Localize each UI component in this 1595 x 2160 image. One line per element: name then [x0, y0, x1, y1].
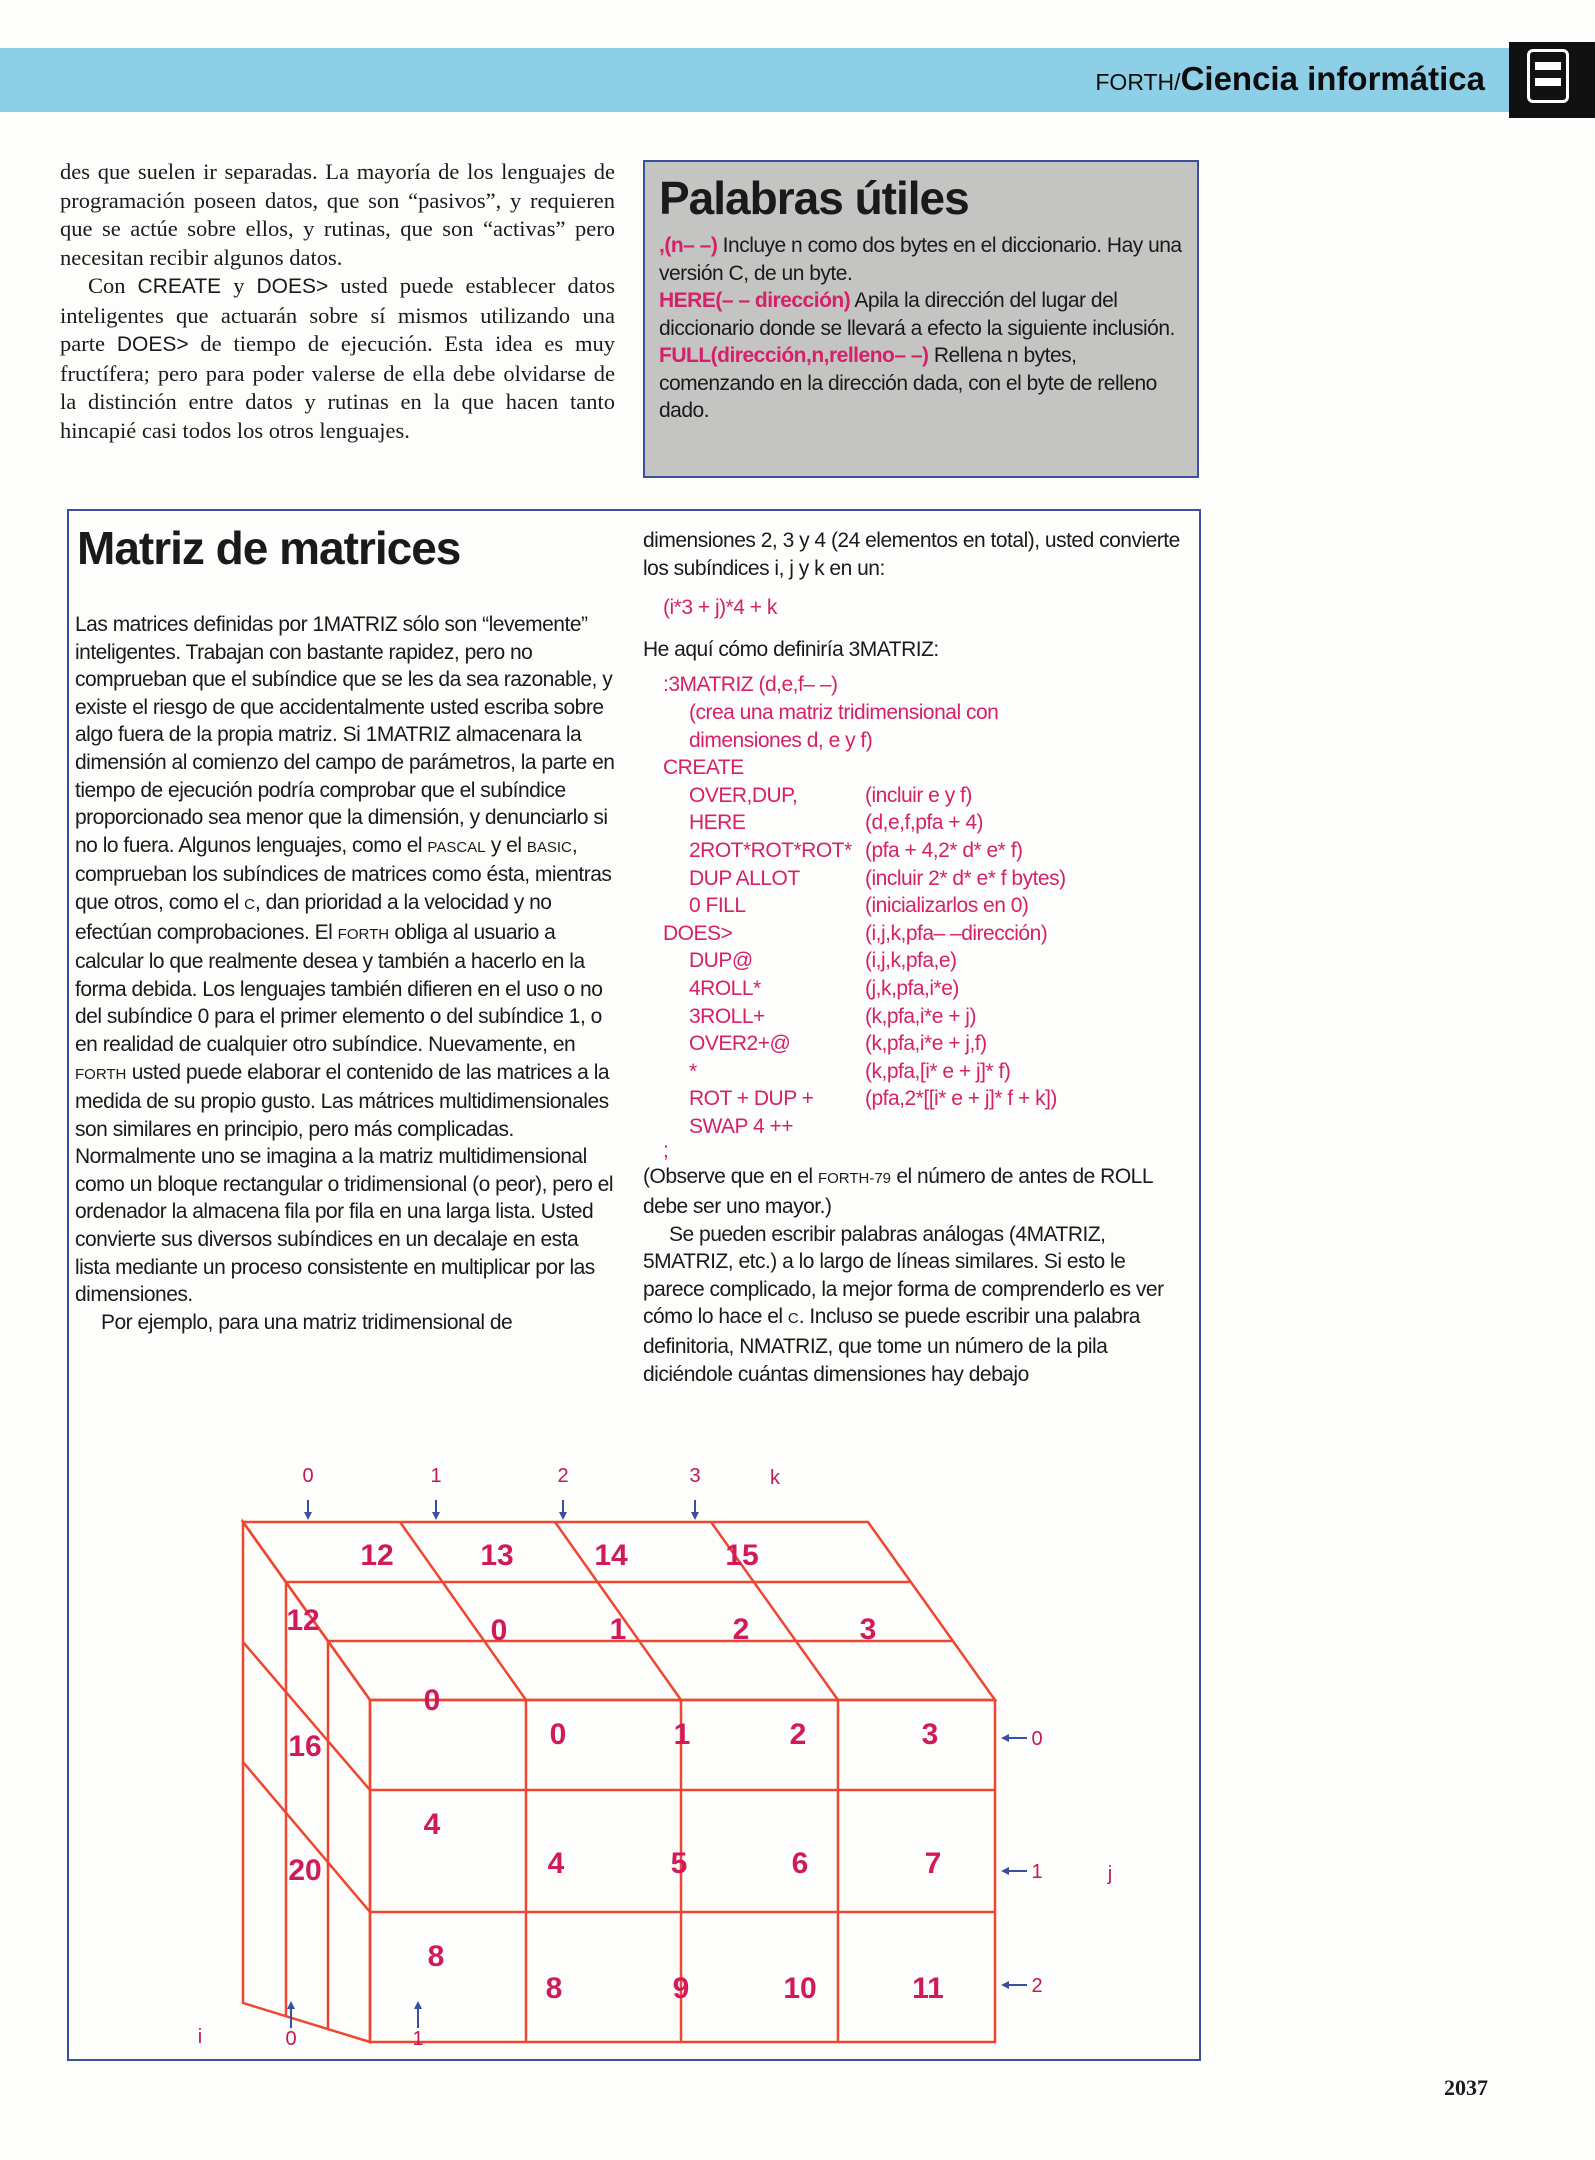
- k-index-label: 0: [302, 1465, 314, 1487]
- useful-words-box: [643, 160, 1199, 478]
- code-comment: (j,k,pfa,i*e): [865, 976, 959, 1000]
- code-line: DUP@: [689, 949, 753, 973]
- left-paragraph-2: Por ejemplo, para una matriz tridimensional de: [101, 1310, 513, 1334]
- code-comment: (pfa + 4,2* d* e* f): [865, 838, 1023, 862]
- code-comment: (inicializarlos en 0): [865, 894, 1029, 918]
- cell-number: 13: [480, 1539, 514, 1572]
- code-comment: (k,pfa,[i* e + j]* f): [865, 1059, 1011, 1083]
- offset-formula: (i*3 + j)*4 + k: [663, 596, 777, 620]
- cell-number: 4: [547, 1847, 565, 1880]
- i-axis-label: i: [197, 2026, 203, 2048]
- code-line: (crea una matriz tridimensional con: [689, 700, 999, 724]
- word-here: HERE(– – dirección) Apila la dirección del lugar del diccionario donde se llevará a efecto la siguiente inclusión.: [659, 289, 1175, 340]
- left-paragraph-1: Las matrices definidas por 1MATRIZ sólo son “levemente” inteligentes. Trabajan con bastante rapidez, pero no comprueban que el subíndice que se les da sea razonable, y existe el riesgo de que accidentalmente usted escriba sobre algo fuera de la propia matriz. Si 1MATRIZ almacenara la dimensión al comienzo del campo de parámetros, la parte en tiempo de ejecución podría comprobar que el subíndice proporcionado sea menor que la dimensión, y denunciarlo si no lo fuera. Algunos lenguajes, como el PASCAL y el BASIC, comprueban los subíndices de matrices como ésta, mientras que otros, como el C, dan prioridad a la velocidad y no efectúan comprobaciones. El FORTH obliga al usuario a calcular lo que realmente desea y también a hacerlo en la forma debida. Los lenguajes también difieren en el uso o no del subíndice 0 para el primer elemento o del subíndice 1, o en realidad de cualquier otro subíndice. Nuevamente, en FORTH usted puede elaborar el contenido de las matrices a la medida de su propio gusto. Las mátrices multidimensionales son similares en principio, pero más complicadas. Normalmente uno se imagina a la matriz multidimensional como un bloque rectangular o tridimensional (o peor), pero el ordenador la almacena fila por fila en una larga lista. Usted convierte sus diversos subíndices en un decalaje en esta lista mediante un proceso consistente en multiplicar por las dimensiones.: [75, 613, 615, 1307]
- cell-number: 2: [732, 1613, 750, 1646]
- code-line: DOES>: [663, 921, 733, 945]
- word-comma: ,(n– –) Incluye n como dos bytes en el diccionario. Hay una versión C, de un byte.: [659, 234, 1182, 285]
- cell-number: 9: [672, 1972, 690, 2005]
- right-paragraph-1: dimensiones 2, 3 y 4 (24 elementos en total), usted convierte los subíndices i, j y k en un:: [643, 529, 1180, 580]
- i-index-label: 0: [285, 2028, 297, 2050]
- code-comment: (incluir 2* d* e* f bytes): [865, 866, 1066, 890]
- code-comment: (k,pfa,i*e + j): [865, 1004, 976, 1028]
- cell-number: 0: [549, 1718, 567, 1751]
- code-line: CREATE: [663, 756, 744, 780]
- right-paragraph-4: Se pueden escribir palabras análogas (4MATRIZ, 5MATRIZ, etc.) a lo largo de líneas similares. Si esto le parece complicado, la mejor forma de comprenderlo es ver cómo lo hace el C. Incluso se puede escribir una palabra definitoria, NMATRIZ, que tome un número de la pila diciéndole cuántas dimensiones hay debajo: [643, 1222, 1164, 1386]
- code-comment: (k,pfa,i*e + j,f): [865, 1032, 987, 1056]
- page-number: 2037: [1444, 2075, 1488, 2100]
- cell-number: 14: [594, 1539, 628, 1572]
- forth-code-listing: [643, 671, 1183, 1163]
- cell-number: 1: [609, 1613, 627, 1646]
- code-line: 3ROLL+: [689, 1004, 765, 1028]
- code-line: :3MATRIZ (d,e,f– –): [663, 673, 838, 697]
- code-comment: (i,j,k,pfa,e): [865, 949, 957, 973]
- useful-words-title: Palabras útiles: [659, 172, 969, 224]
- cell-number: 20: [288, 1854, 322, 1887]
- code-comment: (incluir e y f): [865, 783, 972, 807]
- code-line: ;: [663, 1139, 669, 1163]
- article-left-column: [75, 611, 615, 1336]
- word-full: FULL(dirección,n,relleno– –) Rellena n bytes, comenzando en la dirección dada, con el byte de relleno dado.: [659, 344, 1157, 422]
- k-index-label: 3: [689, 1465, 701, 1487]
- intro-paragraph-1: des que suelen ir separadas. La mayoría de los lenguajes de programación poseen datos, que son “pasivos”, y requieren que se actúe sobre ellos, y rutinas, que son “activas” pero necesitan recibir algunos datos.: [60, 159, 615, 270]
- section-title: FORTH/Ciencia informática: [1095, 60, 1485, 97]
- cell-number: 10: [783, 1972, 817, 2005]
- code-comment: (pfa,2*[[i* e + j]* f + k]): [865, 1087, 1057, 1111]
- j-index-label: 1: [1031, 1861, 1043, 1883]
- cell-number: 12: [360, 1539, 394, 1572]
- code-line: ROT + DUP +: [689, 1087, 814, 1111]
- computer-science-icon: [1527, 49, 1569, 103]
- k-axis-label: k: [770, 1467, 780, 1489]
- cell-number: 7: [924, 1847, 942, 1880]
- code-line: DUP ALLOT: [689, 866, 800, 890]
- cell-number: 16: [288, 1730, 322, 1763]
- arrow-heads: [287, 1512, 1009, 2009]
- cell-number: 15: [725, 1539, 759, 1572]
- cell-number: 8: [427, 1940, 445, 1973]
- code-line: OVER,DUP,: [689, 783, 798, 807]
- k-index-label: 2: [557, 1465, 569, 1487]
- code-line: OVER2+@: [689, 1032, 791, 1056]
- cell-number: 12: [286, 1604, 320, 1637]
- k-index-label: 1: [430, 1465, 442, 1487]
- code-line: 2ROT*ROT*ROT*: [689, 838, 852, 862]
- cell-number: 3: [859, 1613, 877, 1646]
- code-line: 4ROLL*: [689, 976, 761, 1000]
- cell-number: 8: [545, 1972, 563, 2005]
- right-paragraph-2: He aquí cómo definiría 3MATRIZ:: [643, 637, 939, 661]
- header-icon-box: [1509, 42, 1595, 118]
- article-title: Matriz de matrices: [77, 522, 461, 574]
- cell-number: 0: [490, 1614, 508, 1647]
- axis-labels: [198, 1465, 1112, 2050]
- cell-number: 4: [423, 1808, 441, 1841]
- arrows: [291, 1500, 1027, 2028]
- 3d-matrix-diagram: [0, 1450, 1200, 2060]
- cell-number: 1: [673, 1718, 691, 1751]
- right-paragraph-3: (Observe que en el FORTH-79 el número de antes de ROLL debe ser uno mayor.): [643, 1165, 1153, 1218]
- cell-number: 0: [423, 1684, 441, 1717]
- cube-lines: [243, 1522, 995, 2042]
- code-comment: (d,e,f,pfa + 4): [865, 811, 983, 835]
- article-right-column: [643, 527, 1183, 1388]
- cell-number: 11: [912, 1972, 944, 2005]
- j-index-label: 2: [1031, 1975, 1043, 1997]
- cell-number: 2: [789, 1718, 807, 1751]
- cell-number: 6: [791, 1847, 809, 1880]
- intro-paragraph-2: Con CREATE y DOES> usted puede establecer datos inteligentes que actuarán sobre sí mismos utilizando una parte DOES> de tiempo de ejecución. Esta idea es muy fructífera; pero para poder valerse de ella debe olvidarse de la distinción entre datos y rutinas en la que hacen tanto hincapié casi todos los otros lenguajes.: [60, 273, 616, 443]
- code-line: 0 FILL: [689, 894, 746, 918]
- i-index-label: 1: [412, 2028, 424, 2050]
- cell-number: 5: [670, 1847, 688, 1880]
- cell-number: 3: [921, 1718, 939, 1751]
- j-axis-label: j: [1107, 1863, 1113, 1885]
- code-line: *: [689, 1059, 697, 1083]
- code-line: HERE: [689, 811, 746, 835]
- j-index-label: 0: [1031, 1728, 1043, 1750]
- code-line: dimensiones d, e y f): [689, 728, 873, 752]
- header-band: [0, 48, 1595, 112]
- code-comment: (i,j,k,pfa– –dirección): [865, 921, 1048, 945]
- code-line: SWAP 4 ++: [689, 1114, 794, 1138]
- intro-text: [60, 158, 615, 445]
